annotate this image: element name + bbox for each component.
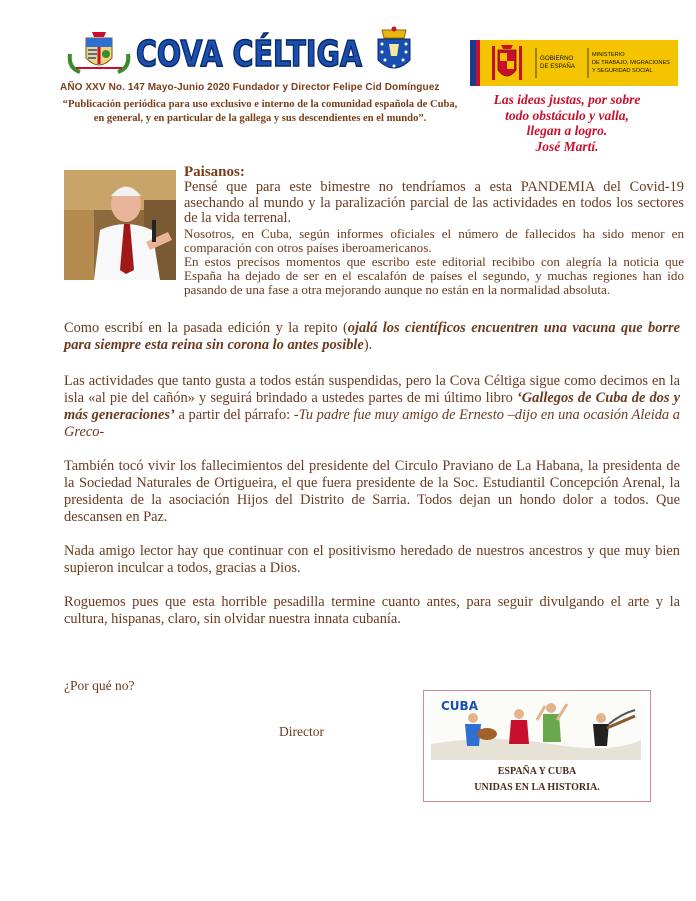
svg-text:GOBIERNO DE ESPAÑA — [540, 55, 576, 70]
quote-line-1: Las ideas justas, por sobre — [493, 92, 641, 107]
issue-line: AÑO XXV No. 147 Mayo-Junio 2020 Fundador y Director Felipe Cid Domínguez — [60, 82, 440, 93]
signature: Director — [279, 724, 324, 739]
intro-paragraphs — [184, 180, 684, 297]
cuba-art-word: CUBA — [441, 699, 478, 713]
gov-left-line-2: DE ESPAÑA — [540, 63, 575, 70]
newspaper-title — [134, 28, 422, 75]
activities-before: Las actividades que tanto gusta a todos están suspendidas, pero la Cova Céltiga sigue como decimos en la isla «al pie del cañón» y seguirá brindado a ustedes partes de mi último libro — [64, 373, 680, 406]
author-photo — [64, 170, 176, 280]
publication-purpose: “Publicación periódica para uso exclusivo e interno de la comunidad española de Cuba, en general, y en particular de la gallega y sus descendientes en el mundo”. — [62, 99, 458, 124]
government-of-spain-logo — [470, 40, 678, 86]
marti-quote — [492, 92, 642, 154]
closing-text: Roguemos pues que esta horrible pesadilla termine cuanto antes, para seguir divulgando el arte y la cultura, hispanas, claro, sin olvidar nuestra innata cubanía. — [64, 594, 680, 627]
activities-middle: a partir del párrafo: — [174, 407, 294, 423]
paragraph-vaccine — [64, 320, 680, 354]
paragraph-deaths — [64, 458, 680, 526]
paragraph-closing — [64, 594, 680, 628]
galicia-coat-of-arms-icon — [372, 26, 416, 76]
paragraph-spain: En estos precisos momentos que escribo este editorial recibibo con alegría la noticia que España ha dejado de ser en el escalafón de países el segundo, y muchas regiones han ido pasando de una fase a otra mejorando aunque no están en la normalidad absoluta. — [184, 253, 684, 297]
gov-right-line-2: DE TRABAJO, MIGRACIONES — [592, 60, 670, 66]
illustration-caption-line-2: UNIDAS EN LA HISTORIA. — [474, 782, 600, 793]
illustration-caption-line-1: ESPAÑA Y CUBA — [497, 766, 577, 777]
positivism-text: Nada amigo lector hay que continuar con el positivismo heredado de nuestros ancestros y que muy bien supieron inculcar a todos, gracias a Dios. — [64, 543, 680, 576]
cuba-coat-of-arms-icon — [66, 28, 132, 76]
deaths-text: También tocó vivir los fallecimientos del presidente del Circulo Praviano de La Habana, la presidenta de la Sociedad Naturales de Ortigueira, el que fuera presidente de la Soc. Estudiantil Concepción Arenal, la presidenta de la asociación Hijos del Distrito de Sarria. Todos dejan un hondo dolor a todos. Que descansen en Paz. — [64, 458, 680, 525]
title-text: COVA CÉLTIGA — [136, 34, 422, 75]
gov-right-line-3: Y SEGURIDAD SOCIAL — [592, 68, 653, 74]
gov-right-line-1: MINISTERIO — [592, 52, 625, 58]
paragraph-cuba: Nosotros, en Cuba, según informes oficiales el número de fallecidos ha sido menor en comparación con otros países iberoamericanos. — [184, 225, 684, 255]
book-title: ‘Gallegos de Cuba de dos y más generaciones’ — [64, 390, 681, 423]
gov-left-line-1: GOBIERNO — [540, 55, 574, 62]
vaccine-before: Como escribí en la pasada edición y la repito ( — [64, 320, 348, 336]
dancers-illustration — [431, 694, 641, 760]
quote-author: José Martí. — [535, 138, 599, 154]
quote-line-3: llegan a logro. — [526, 123, 608, 138]
book-quote: -Tu padre fue muy amigo de Ernesto –dijo en una ocasión Aleida a Greco- — [64, 407, 680, 440]
por-que-no: ¿Por qué no? — [64, 678, 135, 693]
vaccine-emphasis: ojalá los científicos encuentren una vacuna que borre para siempre esta reina sin corona lo antes posible — [64, 320, 680, 353]
quote-line-2: todo obstáculo y valla, — [505, 107, 629, 123]
paragraph-positivism — [64, 543, 680, 577]
paragraph-pandemic: Pensé que para este bimestre no tendríamos a esta PANDEMIA del Covid-19 asechando al mundo y la paralización parcial de las actividades en todos los sectores de la vida terrenal. — [184, 179, 684, 226]
vaccine-after: ). — [363, 337, 373, 353]
salutation: Paisanos: — [184, 164, 245, 180]
paragraph-activities — [64, 373, 680, 441]
